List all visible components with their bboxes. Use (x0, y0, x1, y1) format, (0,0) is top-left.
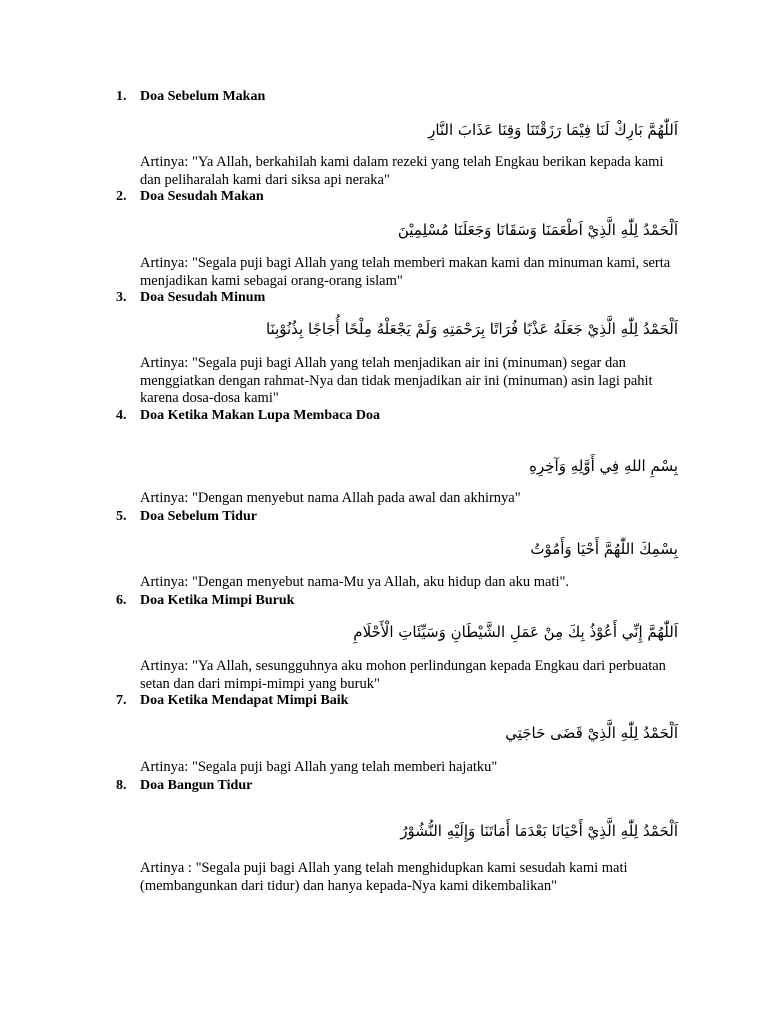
item-number: 5. (116, 509, 127, 524)
meaning-text: Artinya: "Segala puji bagi Allah yang telah menjadikan air ini (minuman) segar dan menggiatkan dengan rahmat-Nya dan tidak menjadikan air ini (minuman) asin lagi pahit karena dosa-dosa kami" (140, 355, 653, 406)
doa-title: Doa Sesudah Makan (140, 189, 264, 204)
doa-title: Doa Ketika Mendapat Mimpi Baik (140, 693, 349, 708)
meaning-text: Artinya: "Ya Allah, sesungguhnya aku mohon perlindungan kepada Engkau dari perbuatan setan dan dari mimpi-mimpi yang buruk" (140, 658, 666, 692)
meaning-text: Artinya: "Dengan menyebut nama Allah pada awal dan akhirnya" (140, 490, 521, 506)
item-number: 8. (116, 778, 127, 793)
meaning-text: Artinya: "Dengan menyebut nama-Mu ya Allah, aku hidup dan aku mati". (140, 574, 570, 590)
doa-title: Doa Bangun Tidur (140, 778, 253, 793)
item-number: 6. (116, 593, 127, 608)
arabic-text: اَلْحَمْدُ لِلّٰهِ الَّذِيْ جَعَلَهُ عَذْبًا فُرَاتًا بِرَحْمَتِهِ وَلَمْ يَجْعَلْهُ مِلْحًا أُجَاجًا بِذُنُوْبِنَا (265, 320, 678, 338)
item-number: 7. (116, 693, 127, 708)
arabic-text: اَللّٰهُمَّ إِنِّي أَعُوْذُ بِكَ مِنْ عَمَلِ الشَّيْطَانِ وَسَيِّئَاتِ الْأَحْلَامِ (353, 623, 678, 641)
meaning-text: Artinya: "Segala puji bagi Allah yang telah memberi makan kami dan minuman kami, serta menjadikan kami sebagai orang-orang islam" (140, 255, 671, 289)
item-number: 1. (116, 89, 127, 104)
item-number: 2. (116, 189, 127, 204)
arabic-text: اَلْحَمْدُ لِلّٰهِ الَّذِيْ اَطْعَمَنَا وَسَقَانَا وَجَعَلَنَا مُسْلِمِيْنَ (397, 221, 678, 239)
item-number: 4. (116, 408, 127, 423)
arabic-text: اَلْحَمْدُ لِلّٰهِ الَّذِيْ قَضَى حَاجَتِي (505, 724, 678, 742)
doa-title: Doa Sebelum Tidur (140, 509, 257, 524)
doa-title: Doa Sebelum Makan (140, 89, 266, 104)
arabic-text: اَلْحَمْدُ لِلّٰهِ الَّذِيْ أَحْيَانَا بَعْدَمَا أَمَاتَنَا وَإِلَيْهِ النُّشُوْرُ (400, 822, 678, 840)
arabic-text: بِسْمِ اللهِ فِي أَوَّلِهِ وَآخِرِهِ (529, 457, 678, 475)
meaning-text: Artinya : "Segala puji bagi Allah yang telah menghidupkan kami sesudah kami mati (membangunkan dari tidur) dan hanya kepada-Nya kami dikembalikan" (140, 860, 628, 894)
arabic-text: بِسْمِكَ اللّٰهُمَّ أَحْيَا وَأَمُوْتُ (530, 540, 678, 558)
doa-title: Doa Sesudah Minum (140, 290, 266, 305)
meaning-text: Artinya: "Ya Allah, berkahilah kami dalam rezeki yang telah Engkau berikan kepada kami dan peliharalah kami dari siksa api neraka" (140, 154, 664, 188)
item-number: 3. (116, 290, 127, 305)
doa-title: Doa Ketika Mimpi Buruk (140, 593, 295, 608)
meaning-text: Artinya: "Segala puji bagi Allah yang telah memberi hajatku" (140, 759, 498, 775)
arabic-text: اَللّٰهُمَّ بَارِكْ لَنَا فِيْمَا رَزَقْتَنَا وَقِنَا عَذَابَ النَّارِ (428, 121, 678, 139)
doa-title: Doa Ketika Makan Lupa Membaca Doa (140, 408, 380, 423)
